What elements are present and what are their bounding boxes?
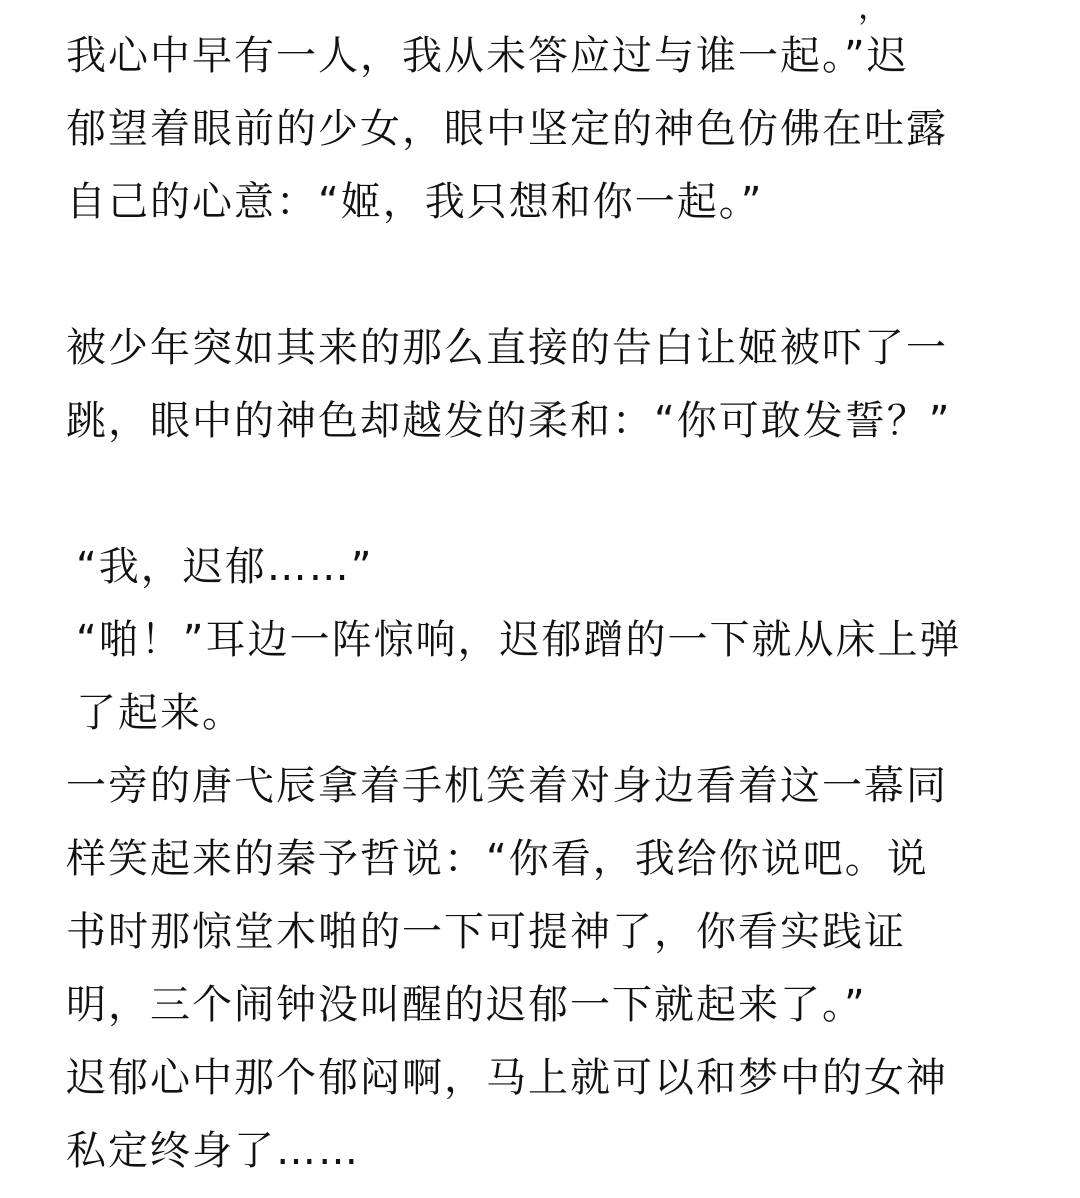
- text-line: “我，迟郁……”: [76, 544, 374, 590]
- text-line: 自己的心意：“姬，我只想和你一起。”: [66, 179, 764, 225]
- text-line: 跳，眼中的神色却越发的柔和：“你可敢发誓？”: [66, 398, 952, 444]
- text-line: 郁望着眼前的少女，眼中坚定的神色仿佛在吐露: [66, 106, 948, 152]
- text-line: 我心中早有一人，我从未答应过与谁一起。”迟: [66, 33, 909, 79]
- paragraph-gap: [66, 458, 1056, 531]
- cropped-top-punctuation: ，: [858, 0, 891, 26]
- text-line: 书时那惊堂木啪的一下可提神了，你看实践证: [66, 909, 906, 955]
- text-line: 了起来。: [76, 690, 244, 736]
- text-line: 迟郁心中那个郁闷啊，马上就可以和梦中的女神: [66, 1055, 948, 1101]
- paragraph-gap: [66, 239, 1056, 312]
- text-line: 被少年突如其来的那么直接的告白让姬被吓了一: [66, 325, 948, 371]
- text-line: 一旁的唐弋辰拿着手机笑着对身边看着这一幕同: [66, 763, 948, 809]
- text-line: 明，三个闹钟没叫醒的迟郁一下就起来了。”: [66, 982, 867, 1028]
- text-line: 样笑起来的秦予哲说：“你看，我给你说吧。说: [66, 836, 929, 882]
- story-text: [66, 20, 1056, 1188]
- text-line: 私定终身了……: [66, 1128, 360, 1174]
- text-line: “啪！”耳边一阵惊响，迟郁蹭的一下就从床上弹: [76, 617, 962, 663]
